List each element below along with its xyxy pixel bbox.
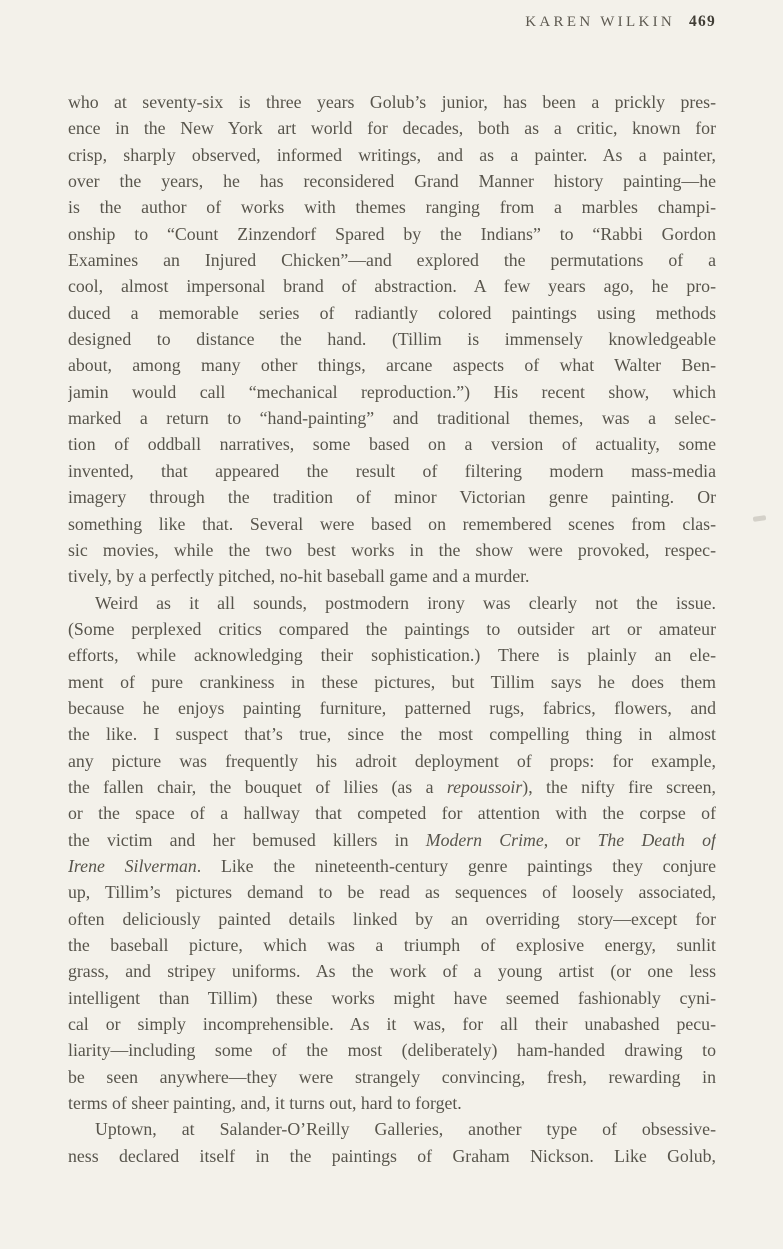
text-line: cool, almost impersonal brand of abstraction. A few years ago, he pro- bbox=[68, 276, 716, 297]
text-line: crisp, sharply observed, informed writings, and as a painter. As a painter, bbox=[68, 144, 716, 165]
text-line: about, among many other things, arcane aspects of what Walter Ben- bbox=[68, 355, 716, 376]
text-line: Irene Silverman. Like the nineteenth-century genre paintings they conjure bbox=[68, 855, 716, 876]
text-line: efforts, while acknowledging their sophistication.) There is plainly an ele- bbox=[68, 645, 716, 666]
text-line: designed to distance the hand. (Tillim is immensely knowledgeable bbox=[68, 329, 716, 350]
text-line: imagery through the tradition of minor Victorian genre painting. Or bbox=[68, 487, 716, 508]
text-line: be seen anywhere—they were strangely convincing, fresh, rewarding in bbox=[68, 1066, 716, 1087]
text-line: often deliciously painted details linked by an overriding story—except for bbox=[68, 908, 716, 929]
text-line: something like that. Several were based on remembered scenes from clas- bbox=[68, 513, 716, 534]
running-head-author: KAREN WILKIN bbox=[525, 14, 676, 30]
text-line: over the years, he has reconsidered Grand Manner history painting—he bbox=[68, 171, 716, 192]
text-line: the victim and her bemused killers in Modern Crime, or The Death of bbox=[68, 829, 716, 850]
text-line: up, Tillim’s pictures demand to be read as sequences of loosely associated, bbox=[68, 882, 716, 903]
text-line: liarity—including some of the most (deliberately) ham-handed drawing to bbox=[68, 1040, 716, 1061]
text-line: invented, that appeared the result of filtering modern mass-media bbox=[68, 460, 716, 481]
text-line: duced a memorable series of radiantly colored paintings using methods bbox=[68, 302, 716, 323]
text-line: ment of pure crankiness in these pictures, but Tillim says he does them bbox=[68, 671, 716, 692]
text-line: the like. I suspect that’s true, since the most compelling thing in almost bbox=[68, 724, 716, 745]
text-line: terms of sheer painting, and, it turns out, hard to forget. bbox=[68, 1093, 462, 1114]
text-line: because he enjoys painting furniture, patterned rugs, fabrics, flowers, and bbox=[68, 697, 716, 718]
text-line: tion of oddball narratives, some based on a version of actuality, some bbox=[68, 434, 716, 455]
text-line: or the space of a hallway that competed for attention with the corpse of bbox=[68, 803, 716, 824]
text-line: ness declared itself in the paintings of Graham Nickson. Like Golub, bbox=[68, 1145, 716, 1166]
paragraph bbox=[68, 89, 716, 590]
text-line: Examines an Injured Chicken”—and explored the permutations of a bbox=[68, 250, 716, 271]
text-line: onship to “Count Zinzendorf Spared by the Indians” to “Rabbi Gordon bbox=[68, 223, 716, 244]
text-line: jamin would call “mechanical reproduction.”) His recent show, which bbox=[68, 381, 716, 402]
page-number: 469 bbox=[689, 13, 716, 30]
text-line: tively, by a perfectly pitched, no-hit baseball game and a murder. bbox=[68, 566, 530, 587]
paragraph bbox=[68, 1116, 716, 1169]
text-line: the baseball picture, which was a triumph of explosive energy, sunlit bbox=[68, 935, 716, 955]
text-line: Weird as it all sounds, postmodern irony was clearly not the issue. bbox=[95, 592, 716, 613]
print-artifact-mark bbox=[753, 515, 767, 522]
text-line: Uptown, at Salander-O’Reilly Galleries, another type of obsessive- bbox=[95, 1119, 716, 1140]
running-head bbox=[525, 13, 716, 31]
text-line: who at seventy-six is three years Golub’s junior, has been a prickly pres- bbox=[68, 92, 716, 112]
text-line: sic movies, while the two best works in the show were provoked, respec- bbox=[68, 539, 716, 560]
text-line: (Some perplexed critics compared the paintings to outsider art or amateur bbox=[68, 618, 716, 639]
text-line: grass, and stripey uniforms. As the work of a young artist (or one less bbox=[68, 961, 716, 982]
text-line: any picture was frequently his adroit deployment of props: for example, bbox=[68, 750, 716, 771]
paragraph bbox=[68, 590, 716, 1117]
text-line: the fallen chair, the bouquet of lilies (as a repoussoir), the nifty fire screen, bbox=[68, 776, 716, 797]
text-line: marked a return to “hand-painting” and traditional themes, was a selec- bbox=[68, 408, 716, 429]
text-line: ence in the New York art world for decades, both as a critic, known for bbox=[68, 118, 716, 139]
text-line: intelligent than Tillim) these works might have seemed fashionably cyni- bbox=[68, 987, 716, 1008]
page-text-block bbox=[68, 89, 716, 1169]
text-line: is the author of works with themes ranging from a marbles champi- bbox=[68, 197, 716, 218]
text-line: cal or simply incomprehensible. As it was, for all their unabashed pecu- bbox=[68, 1014, 716, 1035]
